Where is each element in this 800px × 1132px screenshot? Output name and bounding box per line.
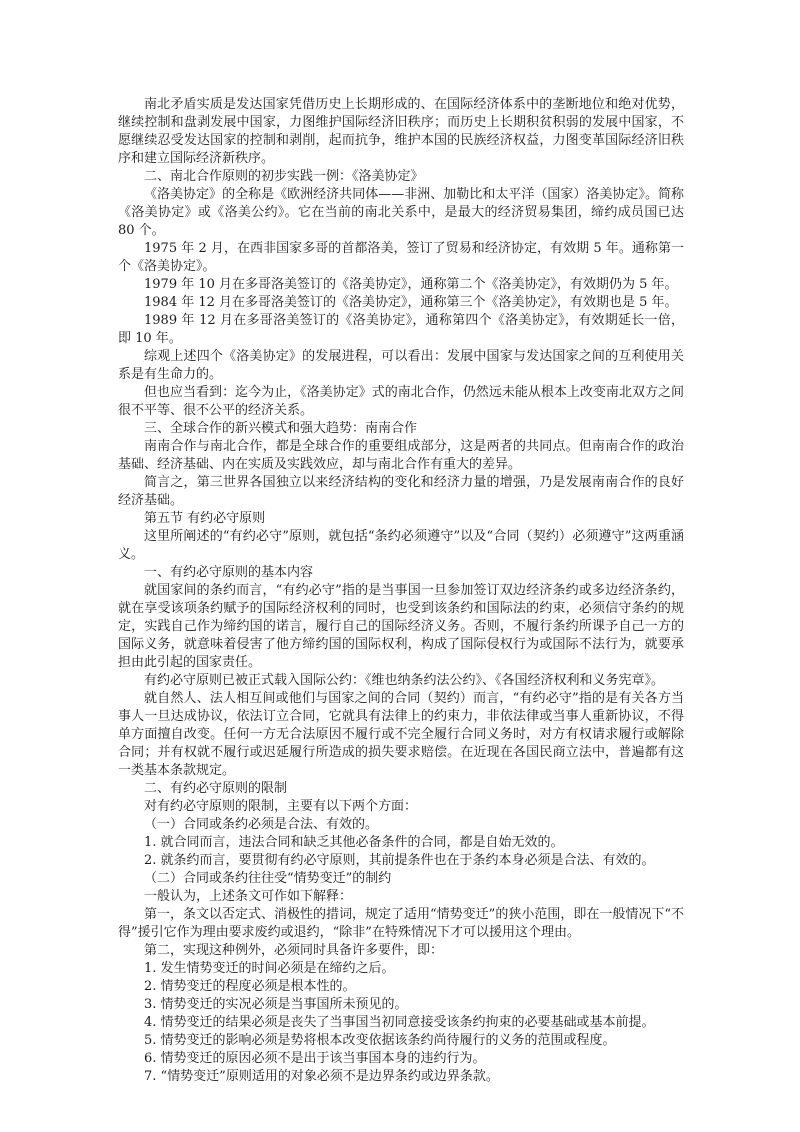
paragraph: 有约必守原则已被正式载入国际公约：《维也纳条约法公约》、《各国经济权利和义务宪章》。 bbox=[144, 673, 665, 688]
list-item: 6. 情势变迁的原因必须不是出于该当事国本身的违约行为。 bbox=[144, 1051, 486, 1066]
paragraph: 南南合作与南北合作，都是全球合作的重要组成部分，这是两者的共同点。但南南合作的政治基础、经济基础、内在实质及实践效应，却与南北合作有重大的差异。 bbox=[118, 439, 684, 472]
paragraph: 综观上述四个《洛美协定》的发展进程，可以看出：发展中国家与发达国家之间的互利使用关系是有生命力的。 bbox=[118, 349, 684, 382]
list-item: 1. 发生情势变迁的时间必须是在缔约之后。 bbox=[144, 961, 395, 976]
paragraph: 一般认为，上述条文可作如下解释： bbox=[144, 889, 353, 904]
list-item: 3. 情势变迁的实况必须是当事国所未预见的。 bbox=[144, 997, 408, 1012]
paragraph: 1975 年 2 月，在西非国家多哥的首都洛美，签订了贸易和经济协定，有效期 5 年。通称第一个《洛美协定》。 bbox=[118, 241, 684, 274]
paragraph: 南北矛盾实质是发达国家凭借历史上长期形成的、在国际经济体系中的垄断地位和绝对优势，继续控制和盘剥发展中国家，力图维护国际经济旧秩序；而历史上长期积贫积弱的发展中国家，不愿继续忍受发达国家的控制和剥削，起而抗争，维护本国的民族经济权益，力图变革国际经济旧秩序和建立国际经济新秩序。 bbox=[118, 97, 684, 166]
list-item: 2. 就条约而言，要贯彻有约必守原则，其前提条件也在于条约本身必须是合法、有效的。 bbox=[144, 853, 655, 868]
list-item: 4. 情势变迁的结果必须是丧失了当事国当初同意接受该条约拘束的必要基础或基本前提。 bbox=[144, 1015, 655, 1030]
paragraph: 对有约必守原则的限制，主要有以下两个方面： bbox=[144, 799, 418, 814]
paragraph: 第一，条文以否定式、消极性的措词，规定了适用“情势变迁”的狭小范围，即在一般情况下“不得”援引它作为理由要求废约或退约，“除非”在特殊情况下才可以援用这个理由。 bbox=[118, 907, 684, 940]
paragraph: 第二，实现这种例外，必须同时具备许多要件，即： bbox=[144, 943, 444, 958]
list-item: 7. “情势变迁”原则适用的对象必须不是边界条约或边界条款。 bbox=[144, 1069, 499, 1084]
paragraph: 就国家间的条约而言，“有约必守”指的是当事国一旦参加签订双边经济条约或多边经济条约，就在享受该项条约赋予的国际经济权利的同时，也受到该条约和国际法的约束，必须信守条约的规定，实践自己作为缔约国的诺言，履行自己的国际经济义务。否则，不履行条约所课予自己一方的国际义务，就意味着侵害了他方缔约国的国际权利，构成了国际侵权行为或国际不法行为，就要承担由此引起的国家责任。 bbox=[118, 583, 684, 670]
section-heading: 三、全球合作的新兴模式和强大趋势：南南合作 bbox=[144, 421, 418, 436]
section-heading: 一、有约必守原则的基本内容 bbox=[144, 565, 314, 580]
document-page bbox=[118, 96, 684, 1086]
list-item: 1. 就合同而言，违法合同和缺乏其他必备条件的合同，都是自始无效的。 bbox=[144, 835, 564, 850]
list-item: 2. 情势变迁的程度必须是根本性的。 bbox=[144, 979, 356, 994]
section-heading: 二、南北合作原则的初步实践一例：《洛美协定》 bbox=[144, 169, 424, 184]
paragraph: 1979 年 10 月在多哥洛美签订的《洛美协定》，通称第二个《洛美协定》，有效期仍为 5 年。 bbox=[144, 277, 678, 292]
paragraph: 《洛美协定》的全称是《欧洲经济共同体——非洲、加勒比和太平洋（国家）洛美协定》。简称《洛美协定》或《洛美公约》。它在当前的南北关系中，是最大的经济贸易集团，缔约成员国已达 80 个。 bbox=[118, 187, 684, 238]
paragraph: 1984 年 12 月在多哥洛美签订的《洛美协定》，通称第三个《洛美协定》，有效期也是 5 年。 bbox=[144, 295, 678, 310]
list-item: 5. 情势变迁的影响必须是势将根本改变依据该条约尚待履行的义务的范围或程度。 bbox=[144, 1033, 616, 1048]
sub-heading: （一）合同或条约必须是合法、有效的。 bbox=[144, 817, 379, 832]
paragraph: 就自然人、法人相互间或他们与国家之间的合同（契约）而言，“有约必守”指的是有关各方当事人一旦达成协议，依法订立合同，它就具有法律上的约束力，非依法律或当事人重新协议，不得单方面擅自改变。任何一方无合法原因不履行或不完全履行合同义务时，对方有权请求履行或解除合同；并有权就不履行或迟延履行所造成的损失要求赔偿。在近现在各国民商立法中，普遍都有这一类基本条款规定。 bbox=[118, 691, 684, 778]
paragraph: 1989 年 12 月在多哥洛美签订的《洛美协定》，通称第四个《洛美协定》，有效期延长一倍，即 10 年。 bbox=[118, 313, 684, 346]
paragraph: 但也应当看到：迄今为止，《洛美协定》式的南北合作，仍然远未能从根本上改变南北双方之间很不平等、很不公平的经济关系。 bbox=[118, 385, 684, 418]
paragraph: 简言之，第三世界各国独立以来经济结构的变化和经济力量的增强，乃是发展南南合作的良好经济基础。 bbox=[118, 475, 684, 508]
sub-heading: （二）合同或条约往往受“情势变迁”的制约 bbox=[144, 871, 392, 886]
paragraph: 这里所阐述的“有约必守”原则，就包括“条约必须遵守”以及“合同（契约）必须遵守”这两重涵义。 bbox=[118, 529, 684, 562]
section-heading: 二、有约必守原则的限制 bbox=[144, 781, 288, 796]
chapter-section-title: 第五节 有约必守原则 bbox=[144, 511, 266, 526]
